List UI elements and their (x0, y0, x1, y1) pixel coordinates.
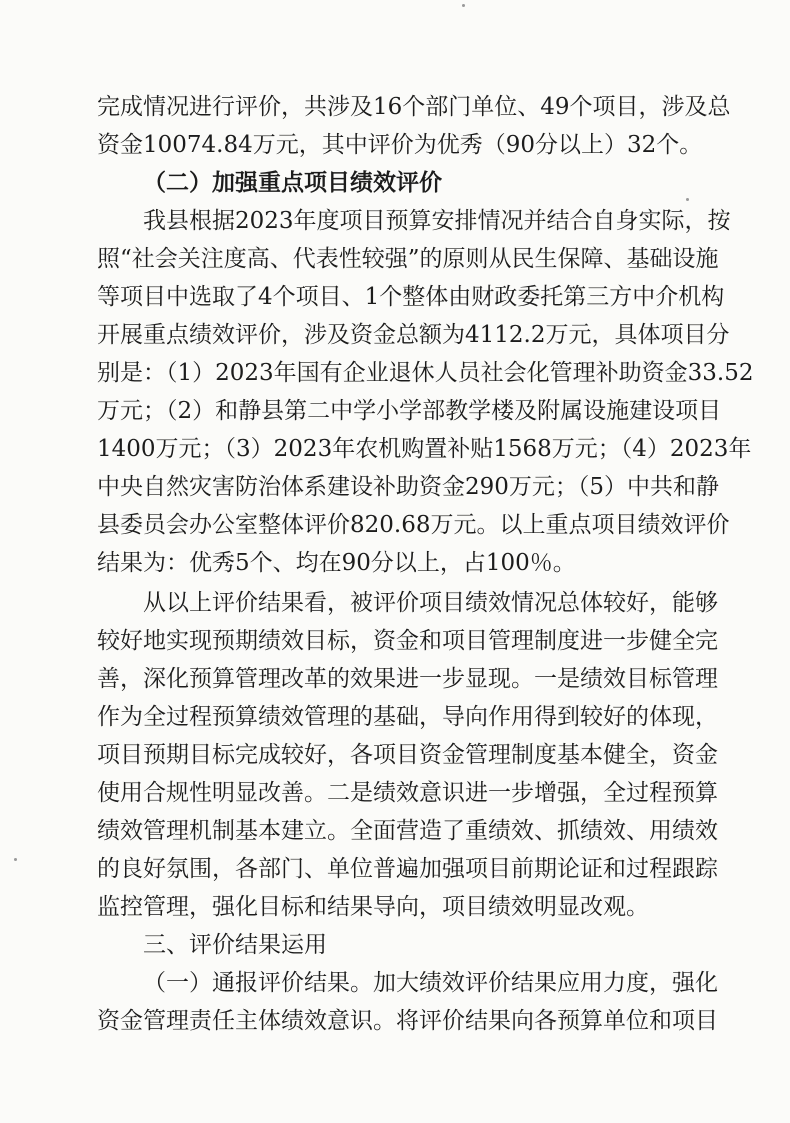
text-line: 监控管理，强化目标和结果导向，项目绩效明显改观。 (97, 894, 649, 920)
text-line: 完成情况进行评价，共涉及16个部门单位、49个项目，涉及总 (97, 94, 731, 120)
text-line: 1400万元；（3）2023年农机购置补贴1568万元；（4）2023年 (97, 436, 752, 462)
text-line: 资金10074.84万元，其中评价为优秀（90分以上）32个。 (97, 132, 703, 158)
text-line: （一）通报评价结果。加大绩效评价结果应用力度，强化 (143, 970, 718, 996)
text-line: 善，深化预算管理改革的效果进一步显现。一是绩效目标管理 (97, 666, 718, 692)
scan-speck (462, 4, 465, 7)
subsection-heading: （二）加强重点项目绩效评价 (143, 169, 442, 196)
section-heading: 三、评价结果运用 (143, 932, 327, 958)
text-line: 万元；（2）和静县第二中学小学部教学楼及附属设施建设项目 (97, 398, 722, 424)
text-line: 项目预期目标完成较好，各项目资金管理制度基本健全，资金 (97, 742, 718, 768)
text-line: 等项目中选取了4个项目、1个整体由财政委托第三方中介机构 (97, 284, 725, 310)
scan-speck (686, 198, 689, 201)
text-line: 从以上评价结果看，被评价项目绩效情况总体较好，能够 (143, 590, 718, 616)
text-line: 我县根据2023年度项目预算安排情况并结合自身实际，按 (143, 208, 731, 234)
text-line: 结果为：优秀5个、均在90分以上，占100％。 (97, 550, 576, 576)
text-line: 中央自然灾害防治体系建设补助资金290万元；（5）中共和静 (97, 474, 720, 500)
text-line: 照“社会关注度高、代表性较强”的原则从民生保障、基础设施 (97, 246, 719, 272)
text-line: 绩效管理机制基本建立。全面营造了重绩效、抓绩效、用绩效 (97, 818, 718, 844)
text-line: 别是：（1）2023年国有企业退休人员社会化管理补助资金33.52 (97, 360, 754, 386)
text-line: 县委员会办公室整体评价820.68万元。以上重点项目绩效评价 (97, 512, 730, 538)
document-body (97, 88, 754, 1040)
scan-speck (14, 858, 17, 861)
text-line: 资金管理责任主体绩效意识。将评价结果向各预算单位和项目 (97, 1008, 718, 1034)
text-line: 的良好氛围，各部门、单位普遍加强项目前期论证和过程跟踪 (97, 856, 718, 882)
text-line: 作为全过程预算绩效管理的基础，导向作用得到较好的体现， (97, 704, 718, 730)
text-line: 开展重点绩效评价，涉及资金总额为4112.2万元，具体项目分 (97, 322, 730, 348)
text-line: 使用合规性明显改善。二是绩效意识进一步增强，全过程预算 (97, 780, 718, 806)
text-line: 较好地实现预期绩效目标，资金和项目管理制度进一步健全完 (97, 628, 718, 654)
